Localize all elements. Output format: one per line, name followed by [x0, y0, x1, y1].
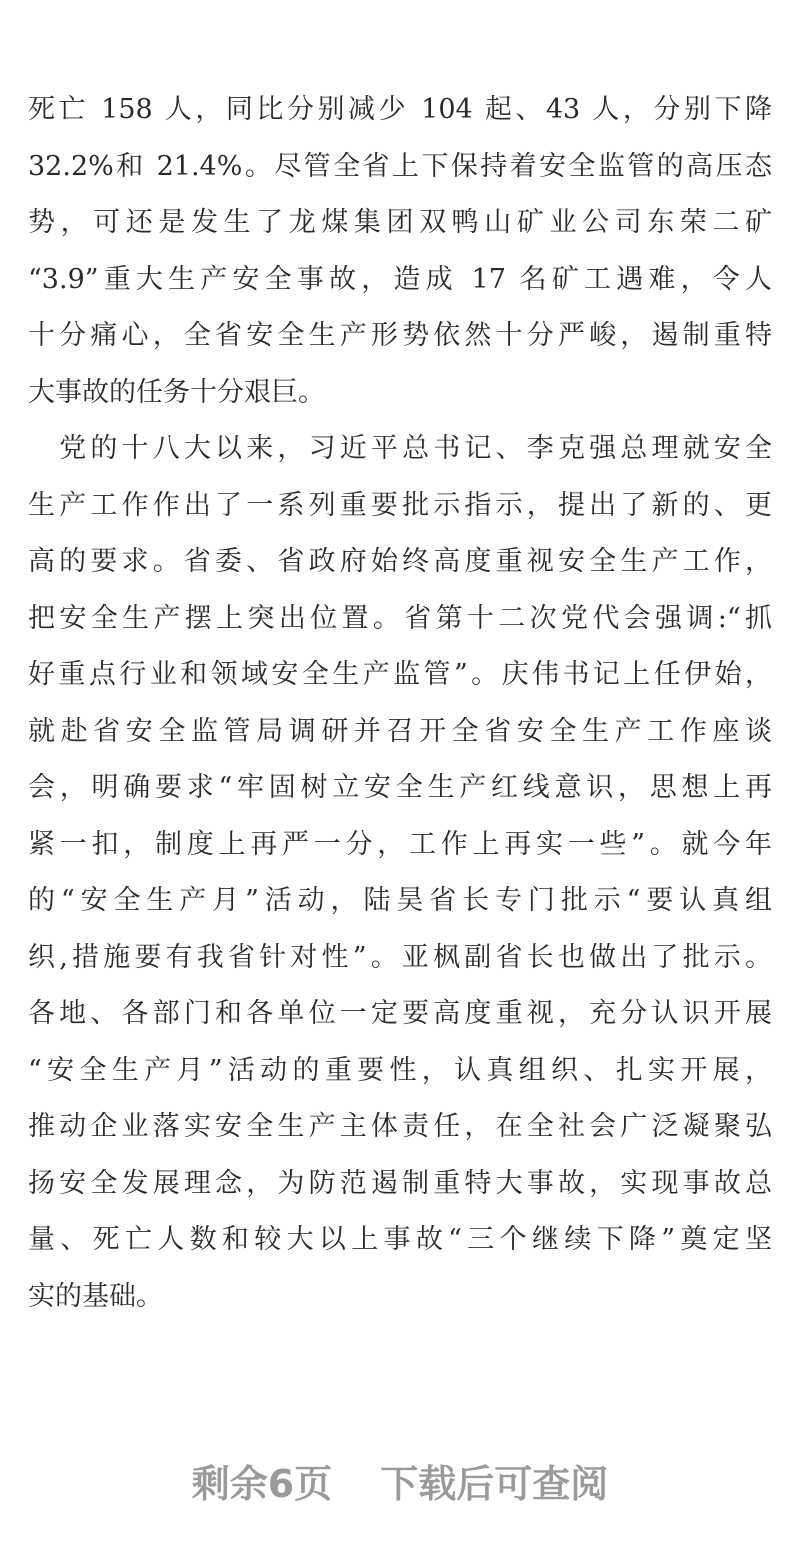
document-body [28, 82, 772, 1325]
download-prompt[interactable] [0, 1450, 800, 1510]
remaining-pages-label[interactable]: 剩余6页 [191, 1461, 333, 1506]
text-line: 推动企业落实安全生产主体责任，在全社会广泛凝聚弘 [28, 1111, 772, 1142]
text-line: 好重点行业和领域安全生产监管”。庆伟书记上任伊始， [28, 659, 772, 690]
text-line: “安全生产月”活动的重要性，认真组织、扎实开展， [28, 1054, 772, 1086]
text-line: 的“安全生产月”活动，陆昊省长专门批示“要认真组 [28, 885, 772, 916]
text-line: 生产工作作出了一系列重要批示指示，提出了新的、更 [28, 489, 772, 521]
text-line: 大事故的任务十分艰巨。 [28, 376, 325, 408]
text-line: 就赴省安全监管局调研并召开全省安全生产工作座谈 [28, 715, 772, 747]
text-line: 量、死亡人数和较大以上事故“三个继续下降”奠定坚 [28, 1224, 772, 1255]
text-line: 高的要求。省委、省政府始终高度重视安全生产工作， [28, 546, 772, 577]
text-line: 紧一扣，制度上再严一分，工作上再实一些”。就今年 [28, 828, 772, 860]
download-to-view-link[interactable]: 下载后可查阅 [380, 1461, 609, 1506]
text-line: 死亡 158 人，同比分别减少 104 起、43 人，分别下降 [28, 94, 772, 125]
text-line: 势，可还是发生了龙煤集团双鸭山矿业公司东荣二矿 [28, 207, 772, 238]
text-line: “3.9”重大生产安全事故，造成 17 名矿工遇难，令人 [28, 263, 772, 295]
text-line: 织,措施要有我省针对性”。亚枫副省长也做出了批示。 [28, 941, 772, 973]
text-line: 会，明确要求“牢固树立安全生产红线意识，思想上再 [28, 772, 772, 803]
text-line: 实的基础。 [28, 1280, 163, 1312]
text-line: 扬安全发展理念，为防范遏制重特大事故，实现事故总 [28, 1167, 772, 1199]
text-line: 十分痛心，全省安全生产形势依然十分严峻，遏制重特 [28, 320, 772, 351]
text-line: 把安全生产摆上突出位置。省第十二次党代会强调:“抓 [28, 602, 772, 634]
text-line: 党的十八大以来，习近平总书记、李克强总理就安全 [28, 433, 772, 464]
text-line: 各地、各部门和各单位一定要高度重视，充分认识开展 [28, 998, 772, 1029]
text-line: 32.2%和 21.4%。尽管全省上下保持着安全监管的高压态 [28, 150, 772, 182]
